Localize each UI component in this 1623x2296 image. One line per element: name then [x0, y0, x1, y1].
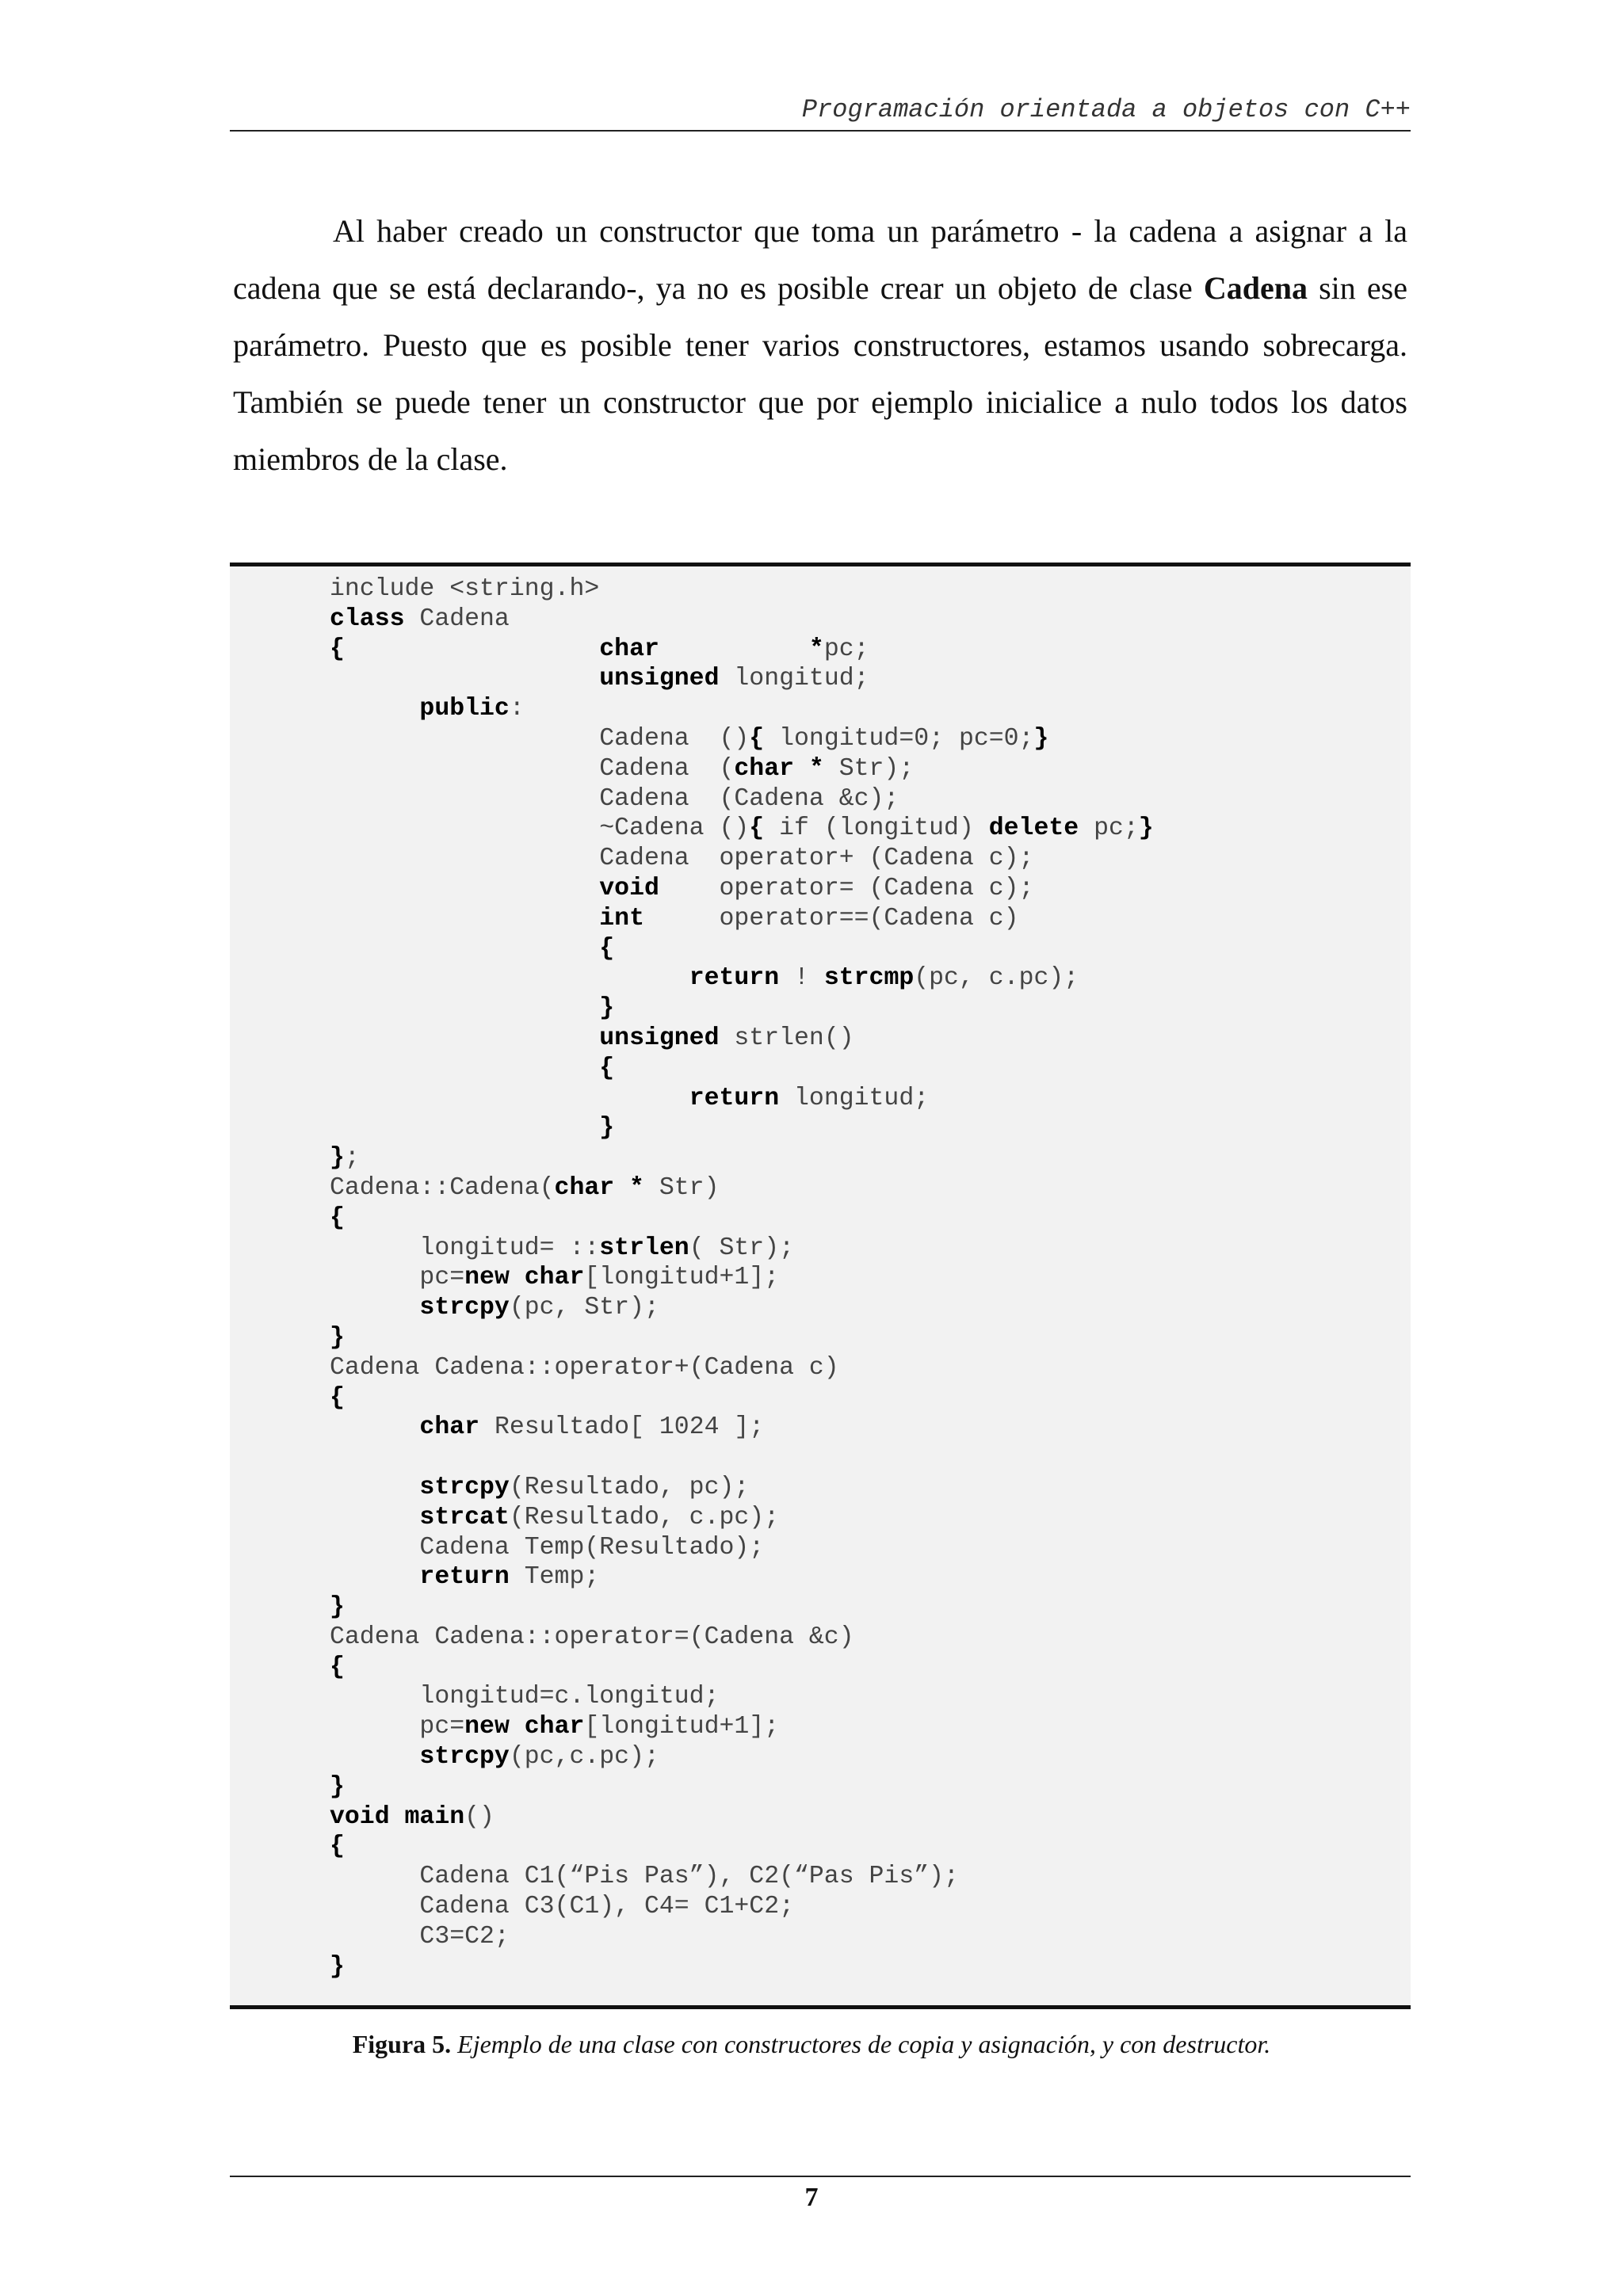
code-line: int operator==(Cadena c): [599, 904, 1019, 933]
code-line: return longitud;: [689, 1084, 930, 1112]
code-line: };: [330, 1144, 360, 1173]
code-line: void main(): [330, 1802, 495, 1831]
code-line: pc=new char[longitud+1];: [330, 1264, 780, 1292]
code-line: Cadena operator+ (Cadena c);: [330, 845, 1034, 873]
code-line: void operator= (Cadena c);: [599, 874, 1034, 902]
code-line: unsigned longitud;: [599, 665, 869, 693]
code-line: return Temp;: [419, 1563, 600, 1592]
code-line: C3=C2;: [330, 1922, 510, 1951]
code-line: ~Cadena (){ if (longitud) delete pc;}: [330, 814, 1154, 843]
code-line: {: [599, 1054, 615, 1082]
code-line: Cadena Cadena::operator+(Cadena c): [330, 1353, 839, 1382]
code-line: }: [330, 1772, 345, 1801]
code-line: unsigned strlen(): [599, 1024, 854, 1052]
code-line: include <string.h>: [330, 575, 600, 603]
code-line: return ! strcmp(pc, c.pc);: [689, 964, 1079, 993]
code-listing-box: [230, 563, 1411, 2009]
code-line: Cadena (char * Str);: [330, 754, 915, 783]
code-line: }: [599, 1114, 615, 1142]
code-line: }: [599, 994, 615, 1023]
code-line: Cadena::Cadena(char * Str): [330, 1173, 720, 1202]
code-line: { char *pc;: [330, 635, 869, 663]
page-number: 7: [804, 2183, 819, 2212]
code-line: strcpy(pc, Str);: [419, 1294, 659, 1322]
code-line: Cadena Temp(Resultado);: [330, 1533, 765, 1562]
paragraph-bold-word: Cadena: [1203, 270, 1308, 306]
code-line: {: [330, 1653, 345, 1681]
code-line: class Cadena: [330, 605, 510, 633]
footer-rule: [230, 2176, 1411, 2177]
code-line: {: [599, 934, 615, 963]
code-line: Cadena C3(C1), C4= C1+C2;: [330, 1893, 794, 1921]
caption-label: Figura 5.: [352, 2030, 452, 2058]
code-listing: [330, 574, 1154, 1981]
code-line: public:: [419, 695, 525, 723]
code-line: pc=new char[longitud+1];: [330, 1713, 780, 1741]
code-line: longitud=c.longitud;: [330, 1683, 720, 1711]
running-header: [230, 95, 1411, 132]
code-line: }: [330, 1593, 345, 1622]
body-paragraph: [233, 203, 1407, 488]
paragraph-text-start: Al haber creado un constructor que toma un parámetro - la cadena a asignar a la cadena que se está declarando-, ya no es posible crear un objeto de clase: [233, 213, 1407, 306]
code-line: Cadena Cadena::operator=(Cadena &c): [330, 1623, 854, 1651]
code-line: strcpy(pc,c.pc);: [419, 1743, 659, 1772]
figure-caption: [0, 2028, 1623, 2060]
code-line: longitud= ::strlen( Str);: [330, 1234, 795, 1262]
code-line: {: [330, 1383, 345, 1412]
code-line: }: [330, 1952, 345, 1981]
paragraph-text-end: sin ese parámetro. Puesto que es posible tener varios constructores, estamos usando sobrecarga. También se puede tener un constructor que por ejemplo inicialice a nulo todos los datos miembros de la clase.: [233, 270, 1407, 477]
code-line: }: [330, 1323, 345, 1352]
code-line: {: [330, 1833, 345, 1861]
code-line: Cadena (Cadena &c);: [330, 784, 899, 813]
code-line: strcpy(Resultado, pc);: [419, 1473, 750, 1501]
code-line: Cadena (){ longitud=0; pc=0;}: [330, 724, 1049, 753]
code-line: Cadena C1(“Pis Pas”), C2(“Pas Pis”);: [330, 1863, 959, 1891]
header-title: Programación orientada a objetos con C++: [801, 95, 1411, 124]
caption-text: Ejemplo de una clase con constructores de copia y asignación, y con destructor.: [451, 2030, 1271, 2058]
code-line: char Resultado[ 1024 ];: [419, 1413, 765, 1442]
code-line: strcat(Resultado, c.pc);: [419, 1503, 780, 1531]
code-line: {: [330, 1203, 345, 1232]
